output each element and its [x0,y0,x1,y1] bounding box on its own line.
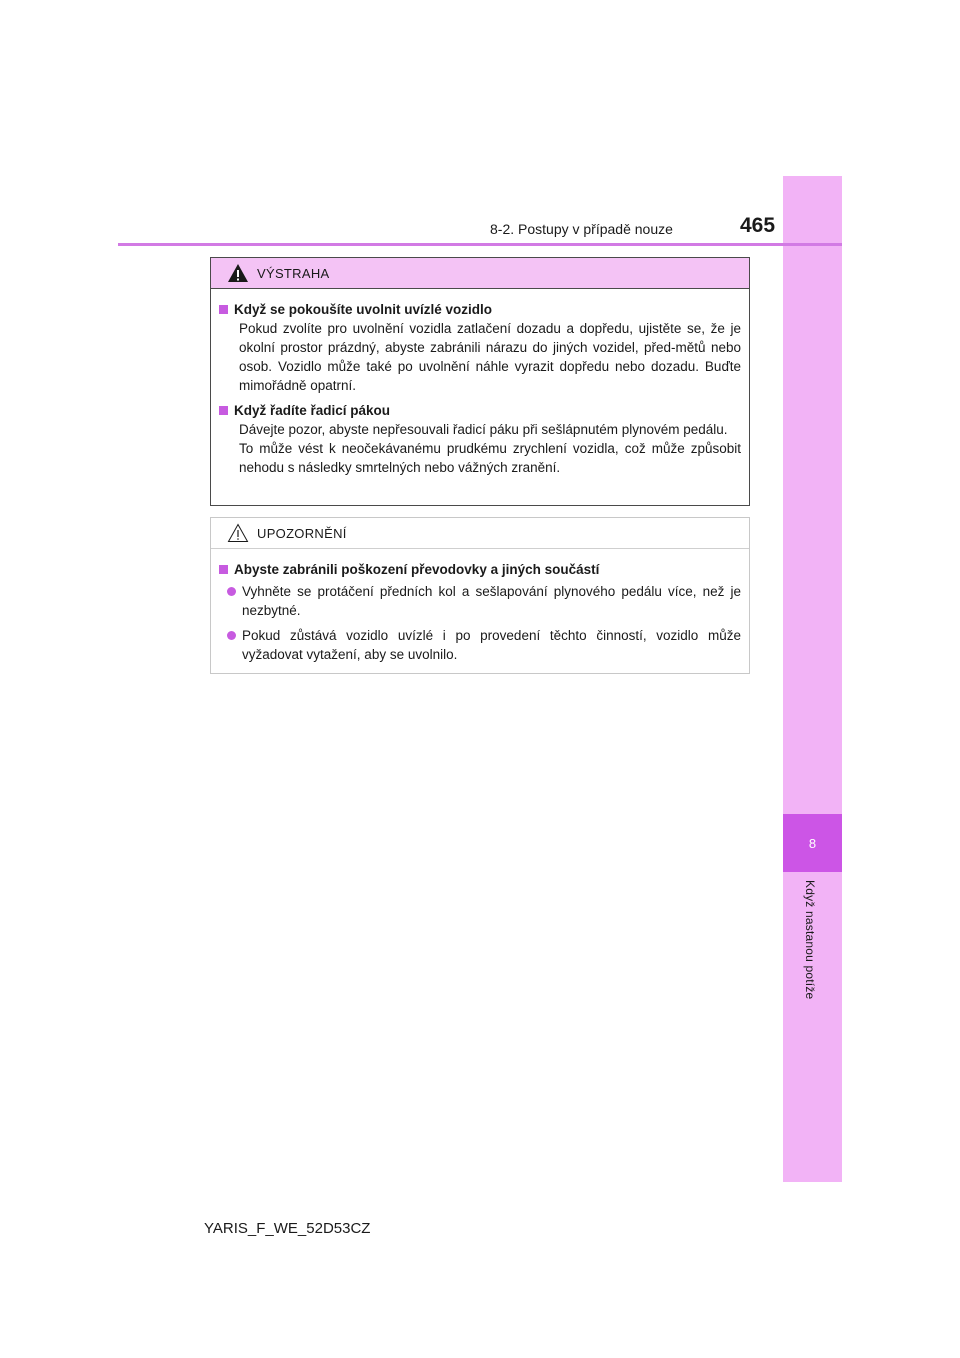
header-rule [118,243,842,246]
chapter-label: Když nastanou potíže [803,880,817,1000]
section-title: 8-2. Postupy v případě nouze [490,221,673,237]
chapter-side-tab [783,176,842,1182]
warning-title: VÝSTRAHA [257,265,330,281]
square-bullet-icon [219,565,228,574]
warning-triangle-icon [227,263,249,283]
caution-box [210,517,750,674]
warning-item-title: Když se pokoušíte uvolnit uvízlé vozidlo [234,302,493,317]
page-number: 465 [740,214,776,237]
warning-box [210,257,750,506]
caution-bullet-text: Pokud zůstává vozidlo uvízlé i po provedení těchto činností, vozidlo může vyžadovat vytažení, aby se uvolnilo. [242,628,741,662]
warning-item-title: Když řadíte řadicí pákou [234,403,391,418]
warning-header [211,258,749,289]
caution-item-title-row [219,560,741,579]
chapter-number-tab: 8 [783,814,842,872]
caution-bullet [227,582,741,620]
document-code: YARIS_F_WE_52D53CZ [204,1220,371,1237]
warning-item [219,300,741,395]
round-bullet-icon [227,631,236,640]
caution-triangle-icon [227,523,249,543]
caution-bullet [227,626,741,664]
warning-item [219,401,741,477]
warning-item-text: Pokud zvolíte pro uvolnění vozidla zatlačení dozadu a dopředu, ujistěte se, že je okolní prostor prázdný, abyste zabránili nárazu do jiných vozidel, před-mětů nebo osob. Vozidlo může také po uvolnění náhle vyrazit dopředu nebo dozadu. Buďte mimořádně opatrní. [239,321,741,393]
caution-item-title: Abyste zabránili poškození převodovky a jiných součástí [234,562,600,577]
caution-title: UPOZORNĚNÍ [257,525,347,541]
warning-item-text: To může vést k neočekávanému prudkému zrychlení vozidla, což může způsobit nehodu s následky smrtelných nebo vážných zranění. [239,441,741,475]
round-bullet-icon [227,587,236,596]
square-bullet-icon [219,406,228,415]
square-bullet-icon [219,305,228,314]
caution-header [211,518,749,549]
warning-item-text: Dávejte pozor, abyste nepřesouvali řadicí páku při sešlápnutém plynovém pedálu. [239,422,728,437]
caution-bullet-text: Vyhněte se protáčení předních kol a sešlapování plynového pedálu více, než je nezbytné. [242,584,741,618]
